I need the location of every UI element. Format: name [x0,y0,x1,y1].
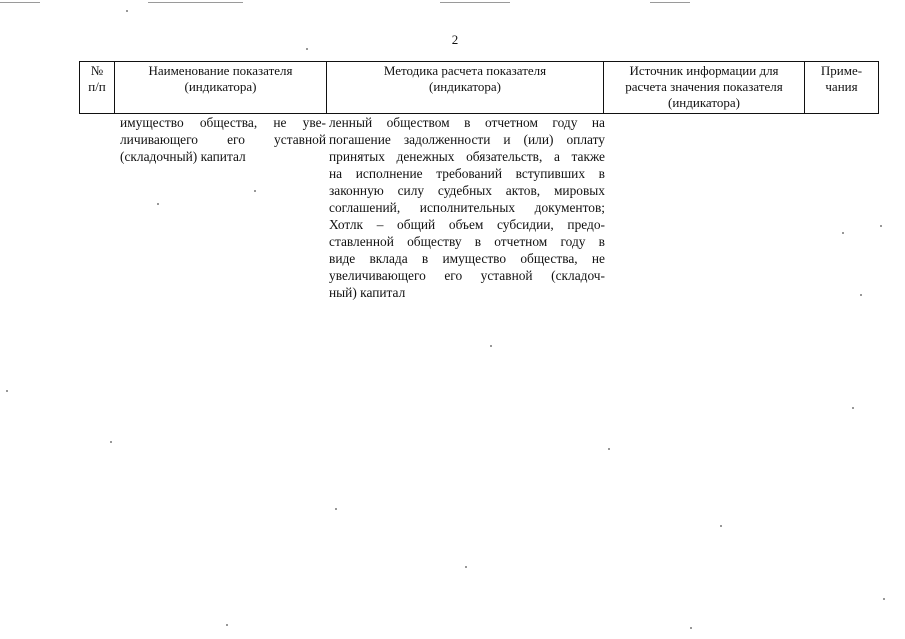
method-line-5: законную силу судебных актов, мировых [329,183,605,198]
header-number-line-2: п/п [88,79,106,94]
header-source-line-1: Источник информации для [629,63,779,78]
page-number: 2 [451,32,459,47]
header-number [80,62,115,114]
header-source-line-3: (индикатора) [668,95,740,110]
header-information-source [604,62,805,114]
header-notes [805,62,879,114]
method-line-1: ленный обществом в отчетном году на [329,115,605,130]
header-method-line-1: Методика расчета показателя [383,63,547,78]
indicator-table-header [79,61,879,114]
indicator-name-cell [120,114,326,165]
header-number-line-1: № [90,63,104,78]
method-line-7: Хотлк – общий объем субсидии, предо- [329,217,605,232]
table-header-row [80,62,879,114]
header-name-line-1: Наименование показателя [148,63,293,78]
header-calculation-method [327,62,604,114]
header-notes-line-1: Приме- [820,63,863,78]
name-line-3: (складочный) капитал [120,149,246,164]
method-line-3: принятых денежных обязательств, а также [329,149,605,164]
method-line-4: на исполнение требований вступивших в [329,166,605,181]
scan-edge-marks [0,2,905,4]
header-source-line-2: расчета значения показателя [625,79,783,94]
method-line-8: ставленной обществу в отчетном году в [329,234,605,249]
header-name-line-2: (индикатора) [184,79,257,94]
name-line-2: личивающего его уставной [120,132,326,147]
method-line-10: увеличивающего его уставной (складоч- [329,268,605,283]
method-line-9: виде вклада в имущество общества, не [329,251,605,266]
method-line-2: погашение задолженности и (или) оплату [329,132,605,147]
method-line-6: соглашений, исполнительных документов; [329,200,605,215]
header-indicator-name [115,62,327,114]
method-line-11: ный) капитал [329,285,406,300]
name-line-1: имущество общества, не уве- [120,115,326,130]
calculation-method-cell [329,114,605,301]
header-method-line-2: (индикатора) [429,79,501,94]
header-notes-line-2: чания [825,79,858,94]
